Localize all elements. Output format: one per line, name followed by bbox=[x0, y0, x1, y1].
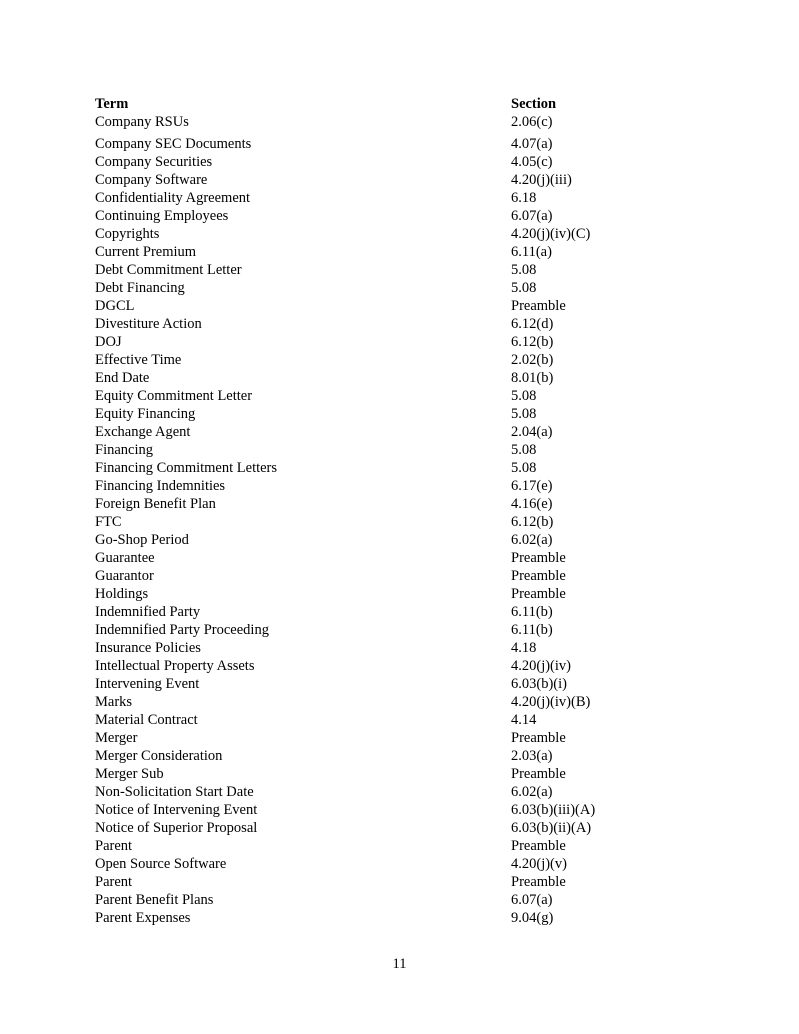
section-cell: 6.11(a) bbox=[511, 244, 552, 260]
section-cell: 6.18 bbox=[511, 190, 537, 206]
term-cell: Confidentiality Agreement bbox=[95, 190, 251, 206]
section-cell: 5.08 bbox=[511, 280, 537, 296]
table-row bbox=[95, 243, 715, 261]
section-cell: 2.03(a) bbox=[511, 748, 553, 764]
table-row bbox=[95, 171, 715, 189]
section-cell: 4.14 bbox=[511, 712, 537, 728]
section-cell: 4.16(e) bbox=[511, 496, 553, 512]
term-cell: Go-Shop Period bbox=[95, 532, 189, 548]
term-cell: Debt Financing bbox=[95, 280, 185, 296]
section-cell: 5.08 bbox=[511, 388, 537, 404]
term-cell: Company Software bbox=[95, 172, 208, 188]
term-cell: Company SEC Documents bbox=[95, 136, 252, 152]
term-cell: Foreign Benefit Plan bbox=[95, 496, 216, 512]
section-cell: Preamble bbox=[511, 298, 566, 314]
section-cell: 2.06(c) bbox=[511, 114, 553, 130]
section-cell: 6.03(b)(ii)(A) bbox=[511, 820, 592, 836]
section-cell: Preamble bbox=[511, 586, 566, 602]
section-cell: 6.12(d) bbox=[511, 316, 554, 332]
section-column-header: Section bbox=[511, 96, 557, 112]
table-row bbox=[95, 261, 715, 279]
term-cell: Non-Solicitation Start Date bbox=[95, 784, 254, 800]
term-cell: Open Source Software bbox=[95, 856, 227, 872]
table-row bbox=[95, 297, 715, 315]
table-row bbox=[95, 495, 715, 513]
table-row bbox=[95, 351, 715, 369]
table-row bbox=[95, 909, 715, 927]
term-cell: Intervening Event bbox=[95, 676, 200, 692]
term-cell: Holdings bbox=[95, 586, 149, 602]
table-row bbox=[95, 513, 715, 531]
section-cell: 5.08 bbox=[511, 442, 537, 458]
term-cell: Merger Consideration bbox=[95, 748, 223, 764]
section-cell: 6.02(a) bbox=[511, 784, 553, 800]
table-row bbox=[95, 459, 715, 477]
term-cell: Continuing Employees bbox=[95, 208, 229, 224]
table-row bbox=[95, 675, 715, 693]
term-cell: Intellectual Property Assets bbox=[95, 658, 255, 674]
table-row bbox=[95, 189, 715, 207]
term-cell: DOJ bbox=[95, 334, 122, 350]
section-cell: 6.07(a) bbox=[511, 892, 553, 908]
term-cell: Financing bbox=[95, 442, 153, 458]
table-row bbox=[95, 783, 715, 801]
table-row bbox=[95, 387, 715, 405]
term-cell: Divestiture Action bbox=[95, 316, 202, 332]
term-cell: Merger Sub bbox=[95, 766, 164, 782]
term-cell: Financing Commitment Letters bbox=[95, 460, 278, 476]
table-row bbox=[95, 729, 715, 747]
table-row bbox=[95, 657, 715, 675]
section-cell: 5.08 bbox=[511, 406, 537, 422]
table-row bbox=[95, 873, 715, 891]
section-cell: 4.07(a) bbox=[511, 136, 553, 152]
table-row bbox=[95, 207, 715, 225]
term-cell: Indemnified Party Proceeding bbox=[95, 622, 269, 638]
term-cell: Marks bbox=[95, 694, 133, 710]
table-row bbox=[95, 549, 715, 567]
section-cell: 4.20(j)(iv) bbox=[511, 658, 571, 674]
term-cell: Guarantee bbox=[95, 550, 155, 566]
section-cell: 8.01(b) bbox=[511, 370, 554, 386]
table-row bbox=[95, 113, 715, 131]
term-cell: Guarantor bbox=[95, 568, 154, 584]
definitions-table bbox=[95, 113, 715, 927]
table-row bbox=[95, 441, 715, 459]
table-row bbox=[95, 135, 715, 153]
table-row bbox=[95, 891, 715, 909]
section-cell: 5.08 bbox=[511, 460, 537, 476]
table-row bbox=[95, 639, 715, 657]
term-cell: Parent bbox=[95, 874, 133, 890]
section-cell: Preamble bbox=[511, 730, 566, 746]
table-row bbox=[95, 423, 715, 441]
section-cell: 4.20(j)(v) bbox=[511, 856, 567, 872]
section-cell: 4.20(j)(iv)(C) bbox=[511, 226, 591, 242]
section-cell: 6.11(b) bbox=[511, 604, 553, 620]
term-cell: FTC bbox=[95, 514, 122, 530]
term-cell: Current Premium bbox=[95, 244, 197, 260]
section-cell: 6.03(b)(i) bbox=[511, 676, 567, 692]
term-cell: Parent bbox=[95, 838, 133, 854]
section-cell: Preamble bbox=[511, 766, 566, 782]
section-cell: 4.05(c) bbox=[511, 154, 553, 170]
table-row bbox=[95, 369, 715, 387]
table-row bbox=[95, 405, 715, 423]
section-cell: 2.02(b) bbox=[511, 352, 554, 368]
table-row bbox=[95, 837, 715, 855]
section-cell: Preamble bbox=[511, 874, 566, 890]
table-row bbox=[95, 765, 715, 783]
table-row bbox=[95, 585, 715, 603]
table-row bbox=[95, 315, 715, 333]
term-cell: Equity Financing bbox=[95, 406, 196, 422]
table-row bbox=[95, 153, 715, 171]
table-header bbox=[95, 95, 715, 113]
section-cell: 6.03(b)(iii)(A) bbox=[511, 802, 596, 818]
section-cell: 6.11(b) bbox=[511, 622, 553, 638]
term-cell: Company RSUs bbox=[95, 114, 189, 130]
section-cell: Preamble bbox=[511, 568, 566, 584]
table-row bbox=[95, 711, 715, 729]
term-cell: Equity Commitment Letter bbox=[95, 388, 253, 404]
term-cell: Exchange Agent bbox=[95, 424, 191, 440]
section-cell: 4.20(j)(iv)(B) bbox=[511, 694, 591, 710]
term-cell: Notice of Intervening Event bbox=[95, 802, 258, 818]
section-cell: 9.04(g) bbox=[511, 910, 554, 926]
table-row bbox=[95, 747, 715, 765]
term-cell: Company Securities bbox=[95, 154, 213, 170]
term-cell: Merger bbox=[95, 730, 138, 746]
page-number: 11 bbox=[392, 956, 407, 972]
table-row bbox=[95, 621, 715, 639]
term-cell: Financing Indemnities bbox=[95, 478, 226, 494]
term-cell: Material Contract bbox=[95, 712, 198, 728]
table-row bbox=[95, 693, 715, 711]
table-row bbox=[95, 819, 715, 837]
section-cell: 4.18 bbox=[511, 640, 537, 656]
term-cell: Indemnified Party bbox=[95, 604, 201, 620]
table-row bbox=[95, 477, 715, 495]
term-cell: Insurance Policies bbox=[95, 640, 201, 656]
term-cell: DGCL bbox=[95, 298, 135, 314]
table-row bbox=[95, 333, 715, 351]
section-cell: Preamble bbox=[511, 838, 566, 854]
table-row bbox=[95, 855, 715, 873]
section-cell: 2.04(a) bbox=[511, 424, 553, 440]
table-row bbox=[95, 603, 715, 621]
table-row bbox=[95, 567, 715, 585]
term-cell: Parent Benefit Plans bbox=[95, 892, 214, 908]
section-cell: 6.02(a) bbox=[511, 532, 553, 548]
term-cell: Debt Commitment Letter bbox=[95, 262, 242, 278]
term-cell: Notice of Superior Proposal bbox=[95, 820, 258, 836]
term-cell: Copyrights bbox=[95, 226, 160, 242]
term-cell: Effective Time bbox=[95, 352, 182, 368]
section-cell: 6.17(e) bbox=[511, 478, 553, 494]
table-row bbox=[95, 801, 715, 819]
table-row bbox=[95, 279, 715, 297]
section-cell: 5.08 bbox=[511, 262, 537, 278]
section-cell: 6.07(a) bbox=[511, 208, 553, 224]
section-cell: 6.12(b) bbox=[511, 514, 554, 530]
term-cell: Parent Expenses bbox=[95, 910, 191, 926]
section-cell: 4.20(j)(iii) bbox=[511, 172, 572, 188]
term-cell: End Date bbox=[95, 370, 150, 386]
term-column-header: Term bbox=[95, 96, 129, 112]
section-cell: 6.12(b) bbox=[511, 334, 554, 350]
section-cell: Preamble bbox=[511, 550, 566, 566]
table-row bbox=[95, 225, 715, 243]
table-row bbox=[95, 531, 715, 549]
